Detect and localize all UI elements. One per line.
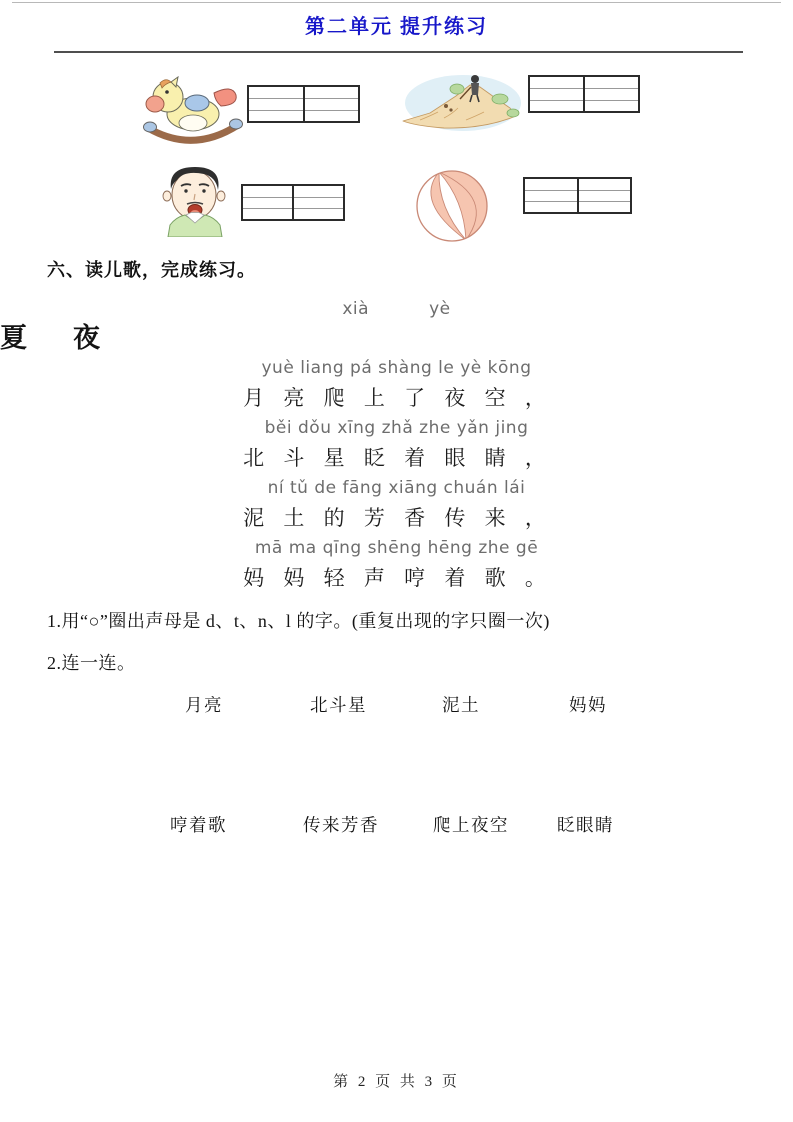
pinyin-answer-grid-3 (241, 184, 345, 221)
match-top-word-3: 泥土 (442, 695, 480, 715)
rocking-horse-image (142, 76, 244, 150)
father-face-image (152, 165, 240, 237)
match-top-word-2: 北斗星 (310, 695, 367, 715)
hill-slope-image (400, 72, 522, 136)
top-edge-rule (12, 2, 781, 3)
poem-title-char-1: 夏 (0, 323, 27, 353)
poem-title-pinyin-2: yè (429, 299, 451, 319)
match-bottom-word-2: 传来芳香 (303, 815, 379, 835)
poem-title-pinyin (0, 299, 793, 319)
question-2: 2.连一连。 (47, 653, 136, 673)
page-title: 第二单元 提升练习 (305, 16, 488, 38)
question-1: 1.用“○”圈出声母是 d、t、n、l 的字。(重复出现的字只圈一次) (47, 611, 550, 631)
page-number: 第 2 页 共 3 页 (333, 1074, 460, 1090)
grid-divider (303, 87, 305, 121)
match-bottom-word-3: 爬上夜空 (433, 815, 509, 835)
poem-title-char-2: 夜 (73, 323, 100, 353)
pinyin-answer-grid-1 (247, 85, 360, 123)
grid-divider (583, 77, 585, 111)
match-top-word-4: 妈妈 (569, 695, 607, 715)
grid-divider (577, 179, 579, 212)
poem-line-2-hanzi: 北 斗 星 眨 着 眼 睛 ， (243, 446, 550, 470)
section-six-title: 六、读儿歌，完成练习。 (47, 260, 256, 280)
poem-line-2-pinyin: běi dǒu xīng zhǎ zhe yǎn jing (264, 418, 529, 438)
header-underline (54, 51, 743, 53)
poem-line-1-pinyin: yuè liang pá shàng le yè kōng (261, 358, 532, 378)
pinyin-answer-grid-2 (528, 75, 640, 113)
beach-ball-image (414, 168, 490, 244)
poem-line-3-hanzi: 泥 土 的 芳 香 传 来 ， (243, 506, 550, 530)
grid-divider (292, 186, 294, 219)
poem-title (0, 316, 100, 355)
poem-line-3-pinyin: ní tǔ de fāng xiāng chuán lái (267, 478, 526, 498)
match-bottom-word-1: 哼着歌 (170, 815, 227, 835)
pinyin-answer-grid-4 (523, 177, 632, 214)
match-bottom-word-4: 眨眼睛 (557, 815, 614, 835)
match-top-word-1: 月亮 (185, 695, 223, 715)
poem-line-4-pinyin: mā ma qīng shēng hēng zhe gē (254, 538, 539, 558)
poem-line-1-hanzi: 月 亮 爬 上 了 夜 空 ， (243, 386, 550, 410)
poem-line-4-hanzi: 妈 妈 轻 声 哼 着 歌 。 (243, 566, 550, 590)
poem-title-pinyin-1: xià (342, 299, 370, 319)
